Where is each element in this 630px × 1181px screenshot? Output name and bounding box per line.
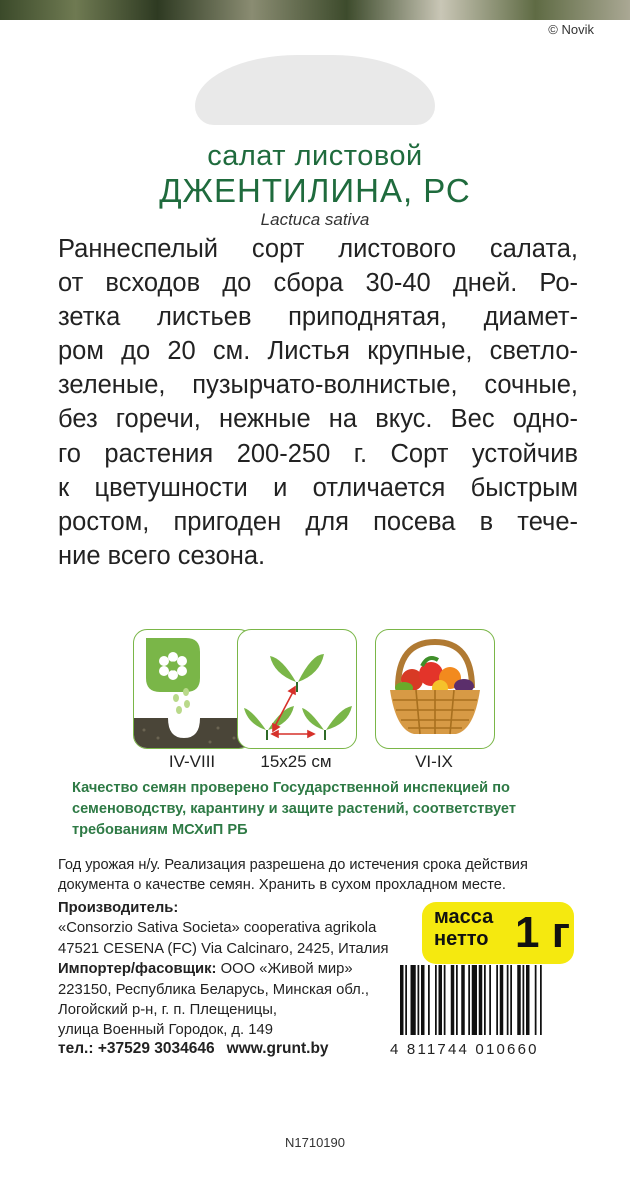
- importer-line: Логойский р-н, г. п. Плещеницы,: [58, 1002, 278, 1019]
- copyright-notice: © Novik: [548, 22, 594, 37]
- variety-description: [58, 232, 578, 573]
- harvest-period-label: VI-IX: [415, 752, 453, 771]
- quality-line: требованиям МСХиП РБ: [72, 822, 248, 838]
- barcode-number: 4 811744 010660: [390, 1041, 539, 1058]
- quality-line: Качество семян проверено Государственной инспекцией по: [72, 780, 510, 796]
- sowing-seeds-icon: [133, 629, 253, 749]
- description-line: го растения 200-250 г. Сорт устойчив: [58, 439, 578, 468]
- planting-scheme-icon: [237, 629, 357, 749]
- net-weight-label-line: масса: [434, 906, 494, 928]
- website-link[interactable]: www.grunt.by: [226, 1040, 329, 1057]
- product-title: ДЖЕНТИЛИНА, РС: [159, 172, 471, 209]
- description-line: ром до 20 см. Листья крупные, светло-: [58, 337, 578, 366]
- contact-line: [58, 1040, 329, 1058]
- sowing-period-label: IV-VIII: [168, 752, 216, 771]
- importer-line: улица Военный Городок, д. 149: [58, 1022, 273, 1039]
- harvest-basket-icon: [375, 629, 495, 749]
- description-line: без горечи, нежные на вкус. Вес одно-: [58, 405, 578, 434]
- description-line: от всходов до сбора 30-40 дней. Ро-: [58, 269, 578, 298]
- importer-name: ООО «Живой мир»: [216, 961, 353, 978]
- producer-line: 47521 CESENA (FC) Via Calcinaro, 2425, Италия: [58, 940, 389, 957]
- description-line: Раннеспелый сорт листового салата,: [58, 235, 578, 263]
- net-weight-label-line: нетто: [434, 928, 489, 950]
- note-line: Год урожая н/у. Реализация разрешена до истечения срока действия: [58, 857, 528, 873]
- quality-line: семеноводству, карантину и защите растений, соответствует: [72, 801, 516, 817]
- planting-scheme-label: 15х25 см: [260, 752, 332, 771]
- description-line: зеленые, пузырчато-волнистые, сочные,: [58, 371, 578, 400]
- storage-note: [58, 855, 578, 895]
- batch-number: N1710190: [285, 1135, 345, 1150]
- description-line: зетка листьев приподнятая, диамет-: [58, 303, 578, 332]
- phone-number: тел.: +37529 3034646: [58, 1040, 215, 1057]
- description-line: ростом, пригоден для посева в тече-: [58, 507, 578, 536]
- producer-heading: Производитель:: [58, 900, 179, 916]
- producer-block: [58, 898, 418, 1041]
- importer-heading: Импортер/фасовщик:: [58, 961, 217, 978]
- product-subtitle: салат листовой: [207, 140, 423, 172]
- importer-line: 223150, Республика Беларусь, Минская обл.,: [58, 981, 370, 998]
- quality-statement: [72, 778, 572, 841]
- note-line: документа о качестве семян. Хранить в сухом прохладном месте.: [58, 877, 506, 893]
- latin-name: Lactuca sativa: [260, 210, 370, 229]
- description-line: ние всего сезона.: [58, 541, 266, 570]
- net-weight-label: [434, 906, 493, 950]
- label-window: [195, 55, 435, 125]
- barcode-icon: [392, 965, 587, 1035]
- producer-line: «Consorzio Sativa Societa» cooperativa agrikola: [58, 920, 377, 937]
- net-weight-value: 1 г: [515, 908, 571, 957]
- background-photo-strip: [0, 0, 630, 20]
- description-line: к цветушности и отличается быстрым: [58, 473, 578, 502]
